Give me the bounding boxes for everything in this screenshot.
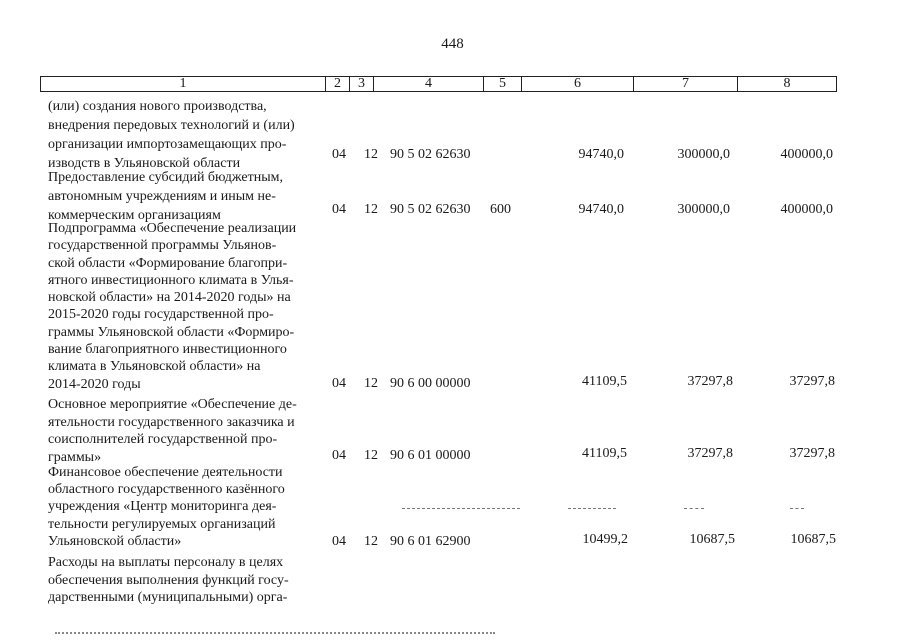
scan-dashes [790,508,804,510]
description-line: автономным учреждениям и иным не- [48,189,276,204]
description-line: Расходы на выплаты персоналу в целях [48,555,284,570]
description-line: Подпрограмма «Обеспечение реализации [48,221,297,236]
description-line: граммы Ульяновской области «Формиро- [48,324,295,340]
description-line: новской области» на 2014-2020 годы» на [48,290,291,306]
target-article-code: 90 6 01 00000 [390,448,471,463]
amount-col-7: 37297,8 [687,374,733,389]
section-code: 04 [332,202,346,217]
description-line: областного государственного казённого [48,482,285,498]
subsection-code: 12 [364,202,378,217]
description-line: Основное мероприятие «Обеспечение де- [48,397,297,412]
amount-col-6: 10499,2 [582,532,628,547]
section-code: 04 [332,448,346,463]
target-article-code: 90 5 02 62630 [390,202,471,217]
amount-col-6: 41109,5 [582,374,627,389]
row-description [48,464,322,550]
description-line: ской области «Формирование благопри- [48,255,288,271]
amount-col-6: 94740,0 [578,147,624,162]
header-col-7: 7 [634,77,738,91]
scan-dashes [684,508,704,510]
section-code: 04 [332,376,346,391]
section-code: 04 [332,534,346,549]
scan-dashes [568,508,616,510]
amount-col-7: 300000,0 [677,202,730,217]
row-description [48,554,322,607]
description-line: организации импортозамещающих про- [48,137,287,152]
subsection-code: 12 [364,376,378,391]
row-description [48,168,322,225]
amount-col-7: 10687,5 [689,532,735,547]
amount-col-8: 400000,0 [780,202,833,217]
expense-type-code: 600 [490,202,511,217]
description-line: Ульяновской области» [48,533,182,549]
header-col-8: 8 [783,76,791,91]
header-col-5: 5 [484,77,522,91]
subsection-code: 12 [364,448,378,463]
description-line: ятного инвестиционного климата в Улья- [48,272,294,288]
description-line: изводств в Ульяновской области [48,156,241,171]
section-code: 04 [332,147,346,162]
description-line: обеспечения выполнения функций госу- [48,572,289,588]
header-col-3: 3 [350,77,374,91]
description-line: Финансовое обеспечение деятельности [48,465,283,480]
target-article-code: 90 6 00 00000 [390,376,471,391]
description-line: дарственными (муниципальными) орга- [48,590,288,605]
amount-col-8: 10687,5 [790,532,836,547]
description-line: 2014-2020 годы [48,376,141,392]
description-line: вание благоприятного инвестиционного [48,342,287,358]
description-line: климата в Ульяновской области» на [48,359,261,375]
target-article-code: 90 6 01 62900 [390,534,471,549]
description-line: ятельности государственного заказчика и [48,414,295,430]
header-col-6: 6 [522,77,634,91]
description-line: граммы» [48,449,102,465]
row-description [48,220,322,393]
header-col-1: 1 [41,77,326,91]
row-description [48,97,322,173]
page-number: 448 [441,36,464,52]
amount-col-8: 37297,8 [789,374,835,389]
amount-col-8: 37297,8 [789,446,835,461]
table-header-row [40,76,837,92]
amount-col-6: 41109,5 [582,446,627,461]
description-line: 2015-2020 годы государственной про- [48,307,274,323]
header-col-2: 2 [326,77,350,91]
description-line: (или) создания нового производства, [48,99,267,114]
amount-col-6: 94740,0 [578,202,624,217]
description-line: государственной программы Ульянов- [48,238,277,254]
description-line: учреждения «Центр мониторинга дея- [48,499,277,515]
description-line: внедрения передовых технологий и (или) [48,118,295,133]
subsection-code: 12 [364,534,378,549]
amount-col-7: 300000,0 [677,147,730,162]
target-article-code: 90 5 02 62630 [390,147,471,162]
scan-dashes [402,508,520,510]
description-line: тельности регулируемых организаций [48,516,276,532]
description-line: коммерческим организациям [48,208,221,223]
description-line: Предоставление субсидий бюджетным, [48,170,284,185]
amount-col-7: 37297,8 [687,446,733,461]
row-description [48,396,322,466]
description-line: соисполнителей государственной про- [48,432,278,447]
amount-col-8: 400000,0 [780,147,833,162]
header-col-4: 4 [374,77,484,91]
subsection-code: 12 [364,147,378,162]
bottom-scan-rule [55,632,495,634]
